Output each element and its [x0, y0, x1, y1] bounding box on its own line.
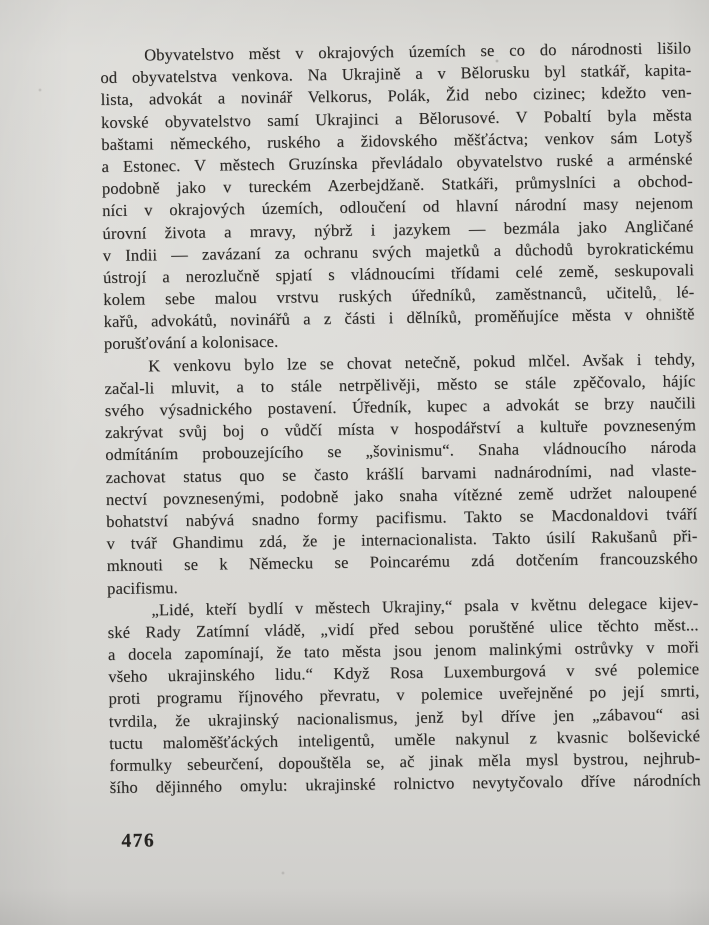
page-number: 476 [121, 830, 156, 852]
text-line: formulky sebeurčení, dopouštěla se, ač jinak měla mysl bystrou, nejhrub- [109, 748, 701, 775]
text-line: začal-li mluvit, a to stále netrpělivěji, město se stále zpěčovalo, hájíc [104, 371, 696, 398]
text-line: ské Rady Zatímní vládě, „vidí před sebou poruštěné ulice těchto měst... [107, 615, 699, 642]
text-line: proti programu říjnového převratu, v polemice uveřejněné po její smrti, [108, 681, 700, 709]
text-line: porušťování a kolonisace. [103, 332, 279, 354]
text-line: K venkovu bylo lze se chovat netečně, pokud mlčel. Avšak i tehdy, [148, 348, 696, 376]
text-line: níci v okrajových územích, odloučení od hlavní národní masy nejenom [102, 193, 694, 221]
text-line: a docela zapomínají, že tato města jsou jenom malinkými ostrůvky v moři [107, 637, 700, 665]
text-line: ústrojí a nerozlučně spjatí s vládnoucími třídami celé země, seskupovali [102, 260, 695, 287]
paragraph [100, 37, 695, 355]
text-line: v tvář Ghandimu zdá, že je internacionalista. Takto úsilí Rakušanů při- [106, 526, 698, 554]
text-line: tuctu maloměšťáckých inteligentů, uměle nakynul z kvasnic bolševické [109, 726, 701, 753]
text-line: kařů, advokátů, novinářů a z části i dělníků, proměňujíce města v ohniště [103, 304, 695, 332]
text-line: baštami německého, ruského a židovského měšťáctva; venkov sám Lotyš [101, 127, 693, 154]
text-line: „Lidé, kteří bydlí v městech Ukrajiny,“ psala v květnu delegace kijev- [151, 592, 699, 620]
text-line: a Estonec. V městech Gruzínska převládalo obyvatelstvo ruské a arménské [101, 149, 693, 176]
text-line: od obyvatelstva venkova. Na Ukrajině a v Bělorusku byl statkář, kapita- [100, 60, 692, 88]
paragraph [104, 348, 698, 600]
text-line: mknouti se k Německu se Poincarému zdá dotčením francouzského [106, 548, 698, 576]
text-line: kovské obyvatelstvo samí Ukrajinci a Bělorusové. V Pobaltí byla města [100, 104, 693, 132]
text-line: bohatství nabývá snadno formy pacifismu. Takto se Macdonaldovi tváří [106, 504, 698, 531]
paragraph [107, 592, 701, 799]
text-line: podobně jako v tureckém Azerbejdžaně. Statkáři, průmyslníci a obchod- [101, 171, 693, 199]
text-block [100, 37, 701, 852]
text-line: svého výsadnického postavení. Úředník, kupec a advokát se brzy naučili [104, 393, 696, 420]
text-line: pacifismu. [106, 577, 178, 598]
text-line: lista, advokát a novinář Velkorus, Polák, Žid nebo cizinec; kdežto ven- [100, 82, 692, 110]
text-line: úrovní života a mravy, nýbrž i jazykem — bezmála jako Angličané [102, 215, 694, 243]
text-line: nectví povznesenými, podobně jako snaha vítězné země udržet naloupené [105, 481, 698, 509]
text-line: zakrývat svůj boj o vůdčí místa v hospodářství a kultuře povzneseným [104, 415, 697, 443]
text-line: odmítáním probouzejícího se „šovinismu“. Snaha vládnoucího národa [105, 437, 697, 465]
text-line: v Indii — zavázaní za ochranu svých majetků a důchodů byrokratickému [102, 237, 694, 265]
text-line: tvrdila, že ukrajinský nacionalismus, jenž byl dříve jen „zábavou“ asi [108, 703, 700, 731]
text-line: kolem sebe malou vrstvu ruských úředníků, zaměstnanců, učitelů, lé- [103, 282, 695, 310]
text-line: Obyvatelstvo měst v okrajových územích se co do národnosti lišilo [144, 38, 692, 65]
text-line: zachovat status quo se často krášlí barvami nadnárodními, nad vlaste- [105, 459, 697, 487]
text-line: šího dějinného omylu: ukrajinské rolnictvo nevytyčovalo dříve národních [109, 770, 701, 798]
text-line: všeho ukrajinského lidu.“ Když Rosa Luxemburgová v své polemice [108, 659, 700, 687]
